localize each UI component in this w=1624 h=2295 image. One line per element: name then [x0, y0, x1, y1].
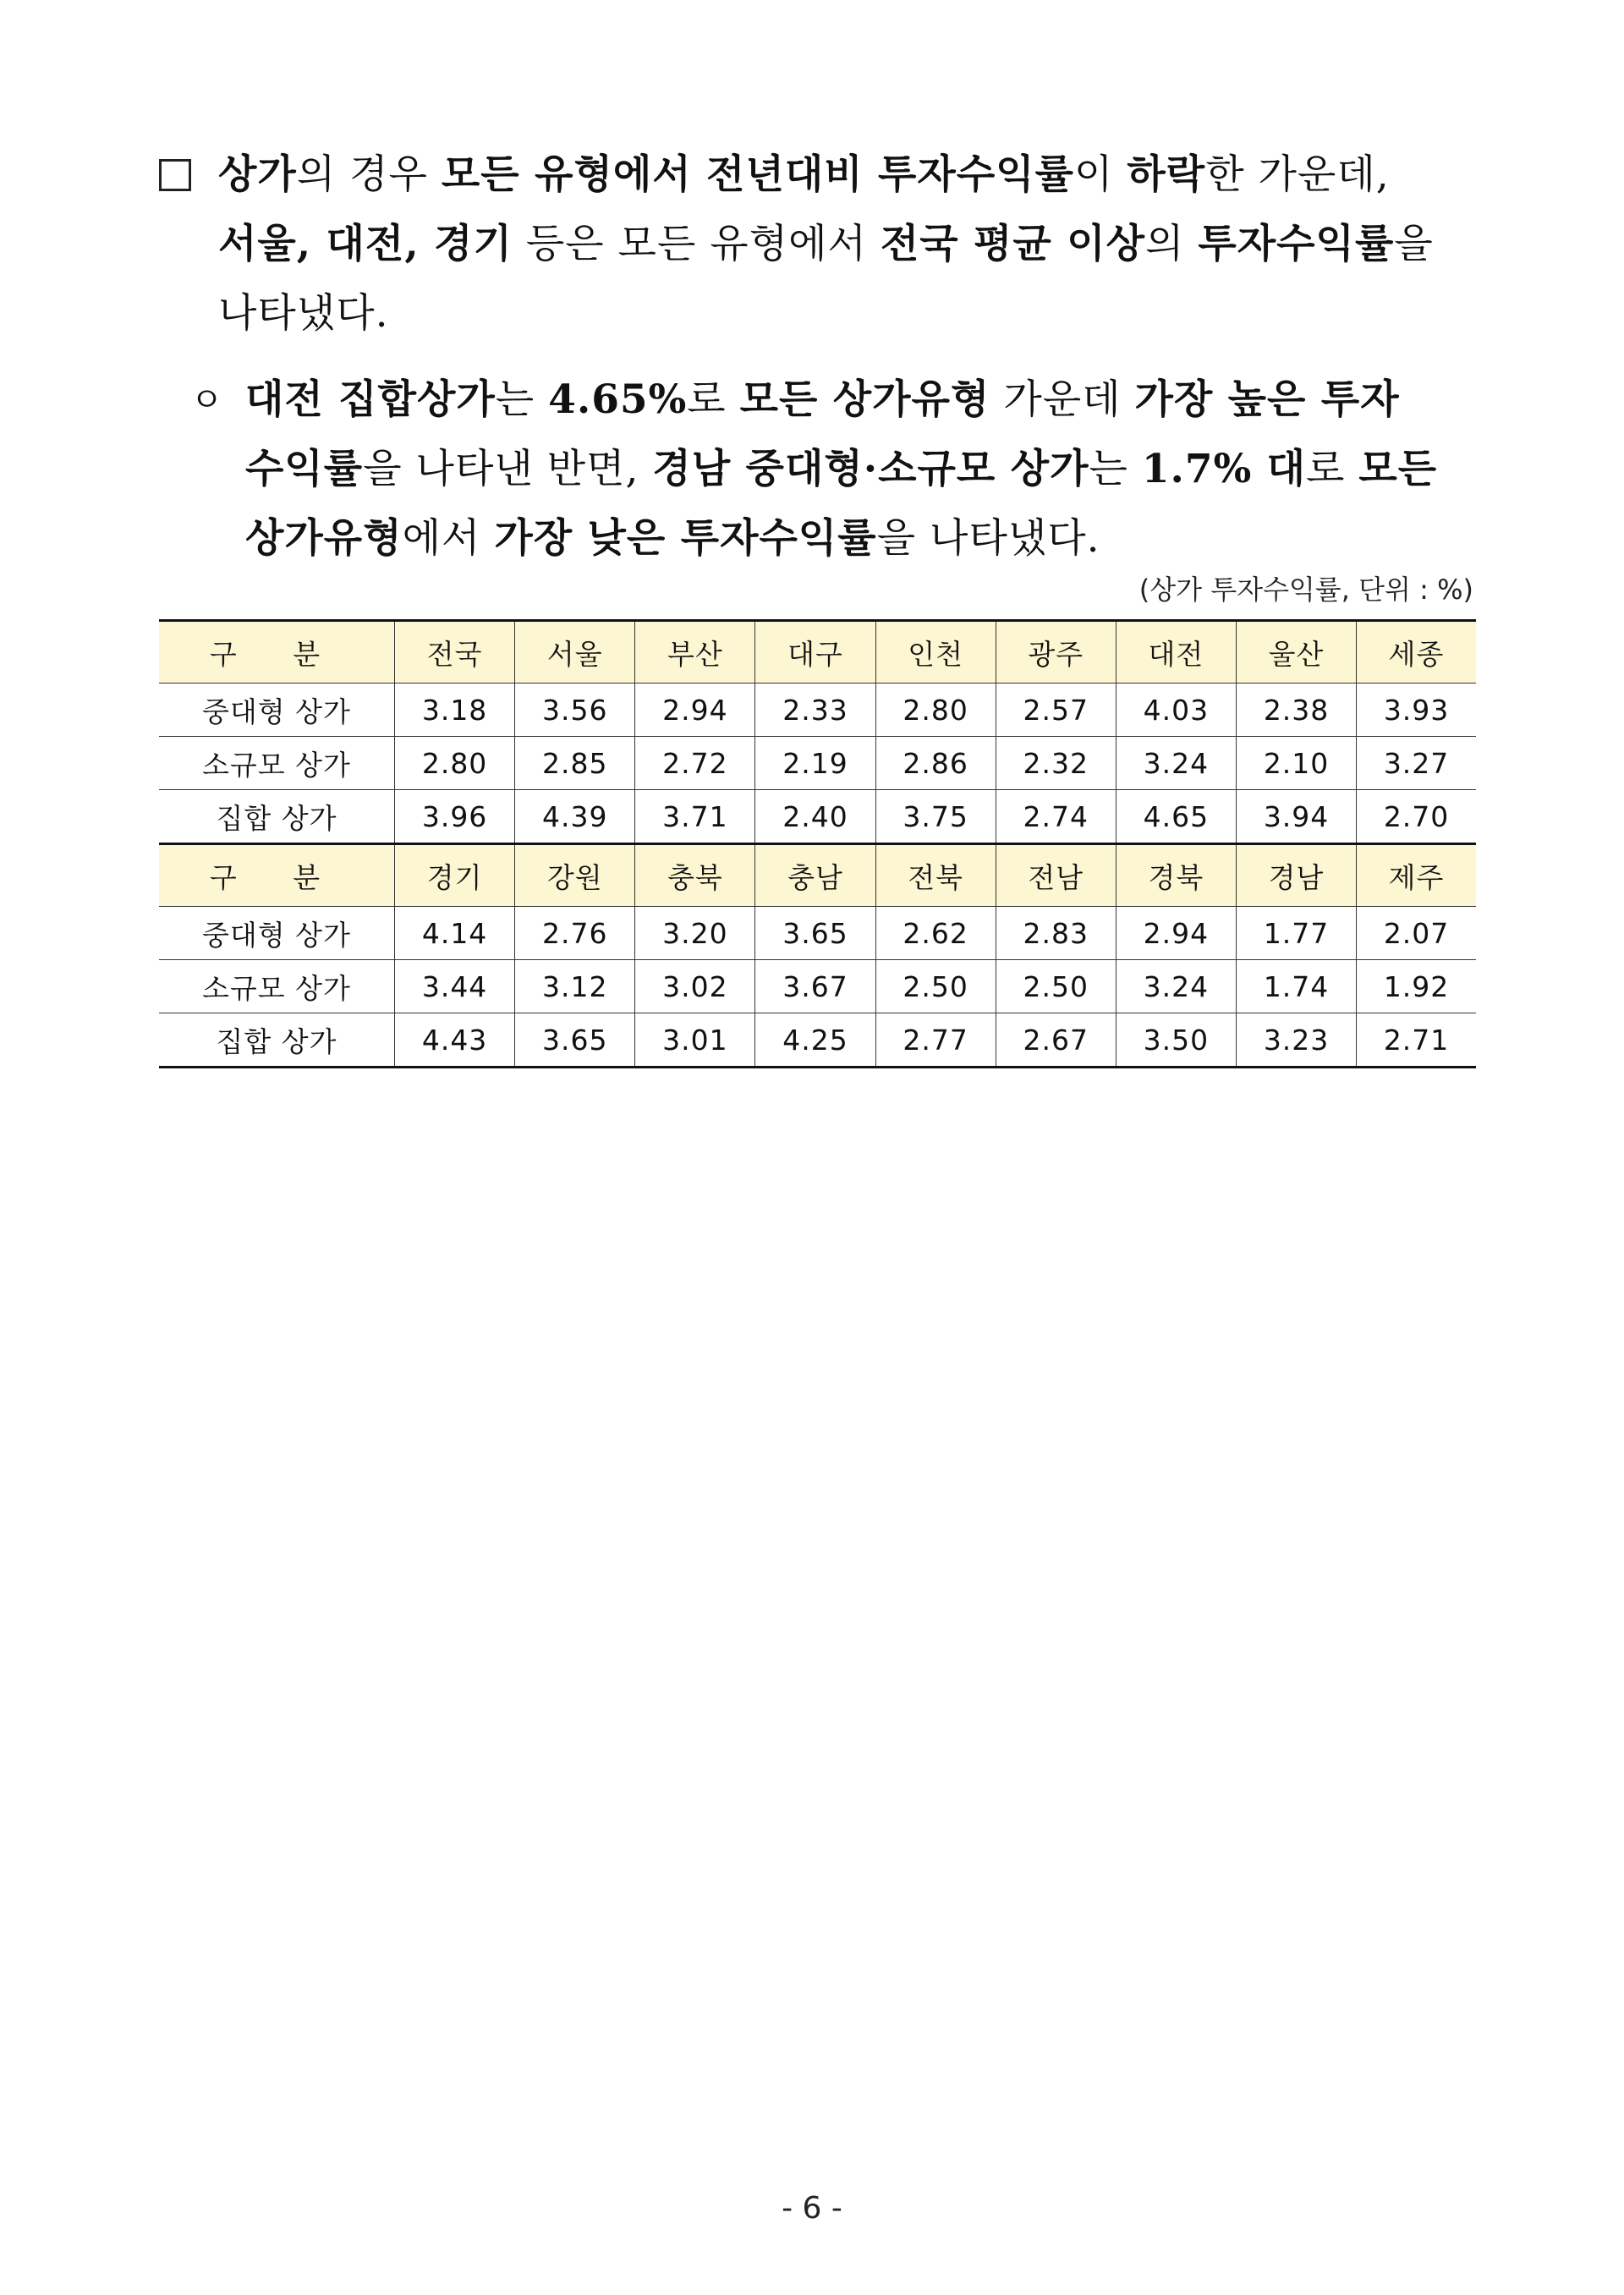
- text-run: 로: [1306, 446, 1359, 492]
- bold-text: 가장 높은 투자: [1134, 376, 1400, 423]
- value-cell: 3.20: [635, 907, 755, 960]
- value-cell: 3.71: [635, 790, 755, 844]
- value-cell: 2.85: [515, 737, 635, 790]
- value-cell: 3.96: [395, 790, 515, 844]
- bold-text: 투자수익률: [1198, 221, 1395, 267]
- value-cell: 2.71: [1357, 1013, 1476, 1068]
- bold-text: 수익률: [245, 446, 364, 492]
- value-cell: 2.67: [996, 1013, 1116, 1068]
- value-cell: 4.65: [1116, 790, 1236, 844]
- bold-text: 모든 유형에서 전년대비 투자수익률: [441, 151, 1075, 198]
- text-run: 는: [495, 376, 549, 423]
- value-cell: 2.80: [875, 684, 996, 737]
- value-cell: 2.40: [755, 790, 875, 844]
- table-row: [159, 684, 1476, 737]
- value-cell: 1.74: [1236, 960, 1356, 1013]
- value-cell: 2.76: [515, 907, 635, 960]
- value-cell: 2.94: [1116, 907, 1236, 960]
- text-run: 나타냈다.: [218, 290, 389, 337]
- page-number: - 6 -: [782, 2191, 842, 2226]
- table-row: [159, 907, 1476, 960]
- value-cell: 2.77: [875, 1013, 996, 1068]
- circle-bullet-icon: ㅇ: [190, 381, 224, 420]
- text-run: 을 나타낸 반면,: [363, 446, 653, 492]
- header-region-cell: 경북: [1116, 844, 1236, 907]
- header-category-cell: 구 분: [159, 621, 395, 684]
- bold-text: 모든: [1358, 446, 1438, 492]
- text-run: 의 경우: [296, 151, 442, 198]
- value-cell: 3.12: [515, 960, 635, 1013]
- value-cell: 2.10: [1236, 737, 1356, 790]
- value-cell: 3.56: [515, 684, 635, 737]
- detail-lines: [190, 365, 1489, 574]
- bold-text: 경남 중대형·소규모 상가: [652, 446, 1089, 492]
- header-region-cell: 부산: [635, 621, 755, 684]
- bold-text: 4.65%: [548, 376, 688, 423]
- text-line: [190, 435, 1489, 504]
- header-region-cell: 전북: [875, 844, 996, 907]
- header-region-cell: 제주: [1357, 844, 1476, 907]
- bold-text: 하락: [1127, 151, 1206, 198]
- value-cell: 4.14: [395, 907, 515, 960]
- text-run: 이: [1074, 151, 1127, 198]
- table-header-row: [159, 621, 1476, 684]
- value-cell: 1.92: [1357, 960, 1476, 1013]
- value-cell: 3.50: [1116, 1013, 1236, 1068]
- text-run: 등은 모든 유형에서: [512, 221, 881, 267]
- header-region-cell: 세종: [1357, 621, 1476, 684]
- value-cell: 4.39: [515, 790, 635, 844]
- text-line: [159, 210, 1487, 279]
- value-cell: 3.24: [1116, 737, 1236, 790]
- value-cell: 4.43: [395, 1013, 515, 1068]
- value-cell: 4.03: [1116, 684, 1236, 737]
- header-region-cell: 충북: [635, 844, 755, 907]
- value-cell: 1.77: [1236, 907, 1356, 960]
- header-region-cell: 광주: [996, 621, 1116, 684]
- value-cell: 3.65: [515, 1013, 635, 1068]
- text-line: [190, 504, 1489, 574]
- row-label-cell: 집합 상가: [159, 1013, 395, 1068]
- value-cell: 2.83: [996, 907, 1116, 960]
- value-cell: 2.57: [996, 684, 1116, 737]
- value-cell: 3.67: [755, 960, 875, 1013]
- row-label-cell: 소규모 상가: [159, 737, 395, 790]
- text-line: [159, 140, 1487, 210]
- return-rate-table: [159, 619, 1476, 1068]
- bold-text: 상가유형: [245, 515, 403, 562]
- detail-paragraph: [190, 365, 1489, 574]
- row-label-cell: 집합 상가: [159, 790, 395, 844]
- value-cell: 2.50: [996, 960, 1116, 1013]
- value-cell: 3.23: [1236, 1013, 1356, 1068]
- header-category-cell: 구 분: [159, 844, 395, 907]
- value-cell: 2.70: [1357, 790, 1476, 844]
- value-cell: 3.44: [395, 960, 515, 1013]
- header-region-cell: 전남: [996, 844, 1116, 907]
- value-cell: 2.50: [875, 960, 996, 1013]
- value-cell: 2.94: [635, 684, 755, 737]
- text-run: 을: [1394, 221, 1434, 267]
- text-run: 가운데: [990, 376, 1135, 423]
- bold-text: 모든 상가유형: [739, 376, 990, 423]
- unit-note: (상가 투자수익률, 단위 : %): [1138, 574, 1473, 606]
- header-region-cell: 충남: [755, 844, 875, 907]
- row-label-cell: 소규모 상가: [159, 960, 395, 1013]
- value-cell: 3.02: [635, 960, 755, 1013]
- header-region-cell: 인천: [875, 621, 996, 684]
- value-cell: 3.18: [395, 684, 515, 737]
- value-cell: 3.93: [1357, 684, 1476, 737]
- text-run: 로: [687, 376, 740, 423]
- value-cell: 3.27: [1357, 737, 1476, 790]
- header-region-cell: 경남: [1236, 844, 1356, 907]
- text-run: 을 나타냈다.: [876, 515, 1100, 562]
- value-cell: 2.32: [996, 737, 1116, 790]
- value-cell: 3.24: [1116, 960, 1236, 1013]
- text-line: [159, 279, 1487, 349]
- bold-text: 대: [1252, 446, 1307, 492]
- summary-lines: [159, 140, 1487, 349]
- text-run: 에서: [402, 515, 495, 562]
- row-label-cell: 중대형 상가: [159, 907, 395, 960]
- bold-text: 서울, 대전, 경기: [218, 221, 513, 267]
- text-run: 는: [1089, 446, 1142, 492]
- table-row: [159, 737, 1476, 790]
- header-region-cell: 서울: [515, 621, 635, 684]
- bold-text: 1.7%: [1141, 446, 1253, 492]
- bold-text: 대전 집합상가: [245, 376, 496, 423]
- header-region-cell: 경기: [395, 844, 515, 907]
- table-header-row: [159, 844, 1476, 907]
- value-cell: 2.74: [996, 790, 1116, 844]
- value-cell: 3.75: [875, 790, 996, 844]
- value-cell: 2.33: [755, 684, 875, 737]
- value-cell: 2.80: [395, 737, 515, 790]
- table-row: [159, 1013, 1476, 1068]
- bold-text: 전국 평균 이상: [880, 221, 1145, 267]
- value-cell: 2.19: [755, 737, 875, 790]
- summary-paragraph: [159, 140, 1487, 349]
- value-cell: 2.38: [1236, 684, 1356, 737]
- text-run: 의: [1145, 221, 1199, 267]
- table-row: [159, 960, 1476, 1013]
- value-cell: 2.62: [875, 907, 996, 960]
- table-row: [159, 790, 1476, 844]
- value-cell: 2.86: [875, 737, 996, 790]
- row-label-cell: 중대형 상가: [159, 684, 395, 737]
- value-cell: 3.94: [1236, 790, 1356, 844]
- text-run: 한 가운데,: [1205, 151, 1390, 198]
- value-cell: 2.72: [635, 737, 755, 790]
- header-region-cell: 대전: [1116, 621, 1236, 684]
- checkbox-bullet-icon: [159, 159, 191, 191]
- bold-text: 가장 낮은 투자수익률: [494, 515, 877, 562]
- header-region-cell: 전국: [395, 621, 515, 684]
- text-line: [190, 365, 1489, 435]
- value-cell: 2.07: [1357, 907, 1476, 960]
- value-cell: 3.65: [755, 907, 875, 960]
- header-region-cell: 울산: [1236, 621, 1356, 684]
- bold-text: 상가: [218, 151, 297, 198]
- header-region-cell: 대구: [755, 621, 875, 684]
- value-cell: 3.01: [635, 1013, 755, 1068]
- value-cell: 4.25: [755, 1013, 875, 1068]
- header-region-cell: 강원: [515, 844, 635, 907]
